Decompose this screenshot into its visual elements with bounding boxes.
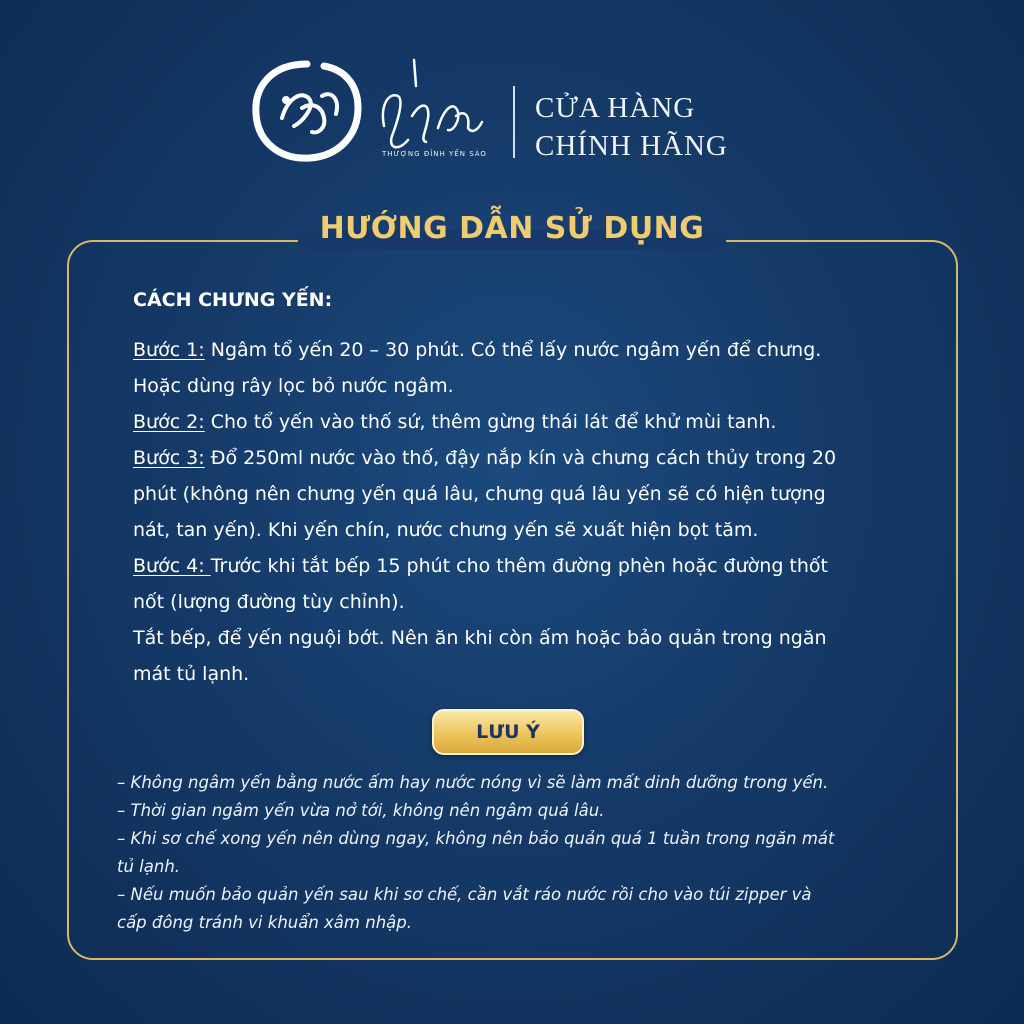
- store-label-line2: CHÍNH HÃNG: [535, 130, 728, 162]
- notes-list: [117, 769, 937, 937]
- step-3-line-2: phút (không nên chưng yến quá lâu, chưng quá lâu yến sẽ có hiện tượng: [133, 483, 826, 505]
- step-4-label: Bước 4:: [133, 555, 211, 577]
- store-label-line1: CỬA HÀNG: [535, 92, 696, 124]
- step-1-line-1: [133, 332, 913, 368]
- page-title: HƯỚNG DẪN SỬ DỤNG: [319, 211, 705, 246]
- step-2-line-1: [133, 404, 913, 440]
- step-2-text: Cho tổ yến vào thố sứ, thêm gừng thái lát để khử mùi tanh.: [204, 411, 777, 433]
- step-2-label: Bước 2:: [133, 411, 205, 433]
- note-line: – Khi sơ chế xong yến nên dùng ngay, không nên bảo quản quá 1 tuần trong ngăn mát: [117, 829, 835, 848]
- note-badge: LƯU Ý: [432, 709, 584, 755]
- step-3-line-1: [133, 440, 913, 476]
- step-1-line-2: Hoặc dùng rây lọc bỏ nước ngâm.: [133, 375, 454, 397]
- brand-tagline: THƯỢNG ĐỈNH YẾN SÀO: [382, 150, 487, 158]
- note-line: – Thời gian ngâm yến vừa nở tới, không nên ngâm quá lâu.: [117, 801, 605, 820]
- note-line: cấp đông tránh vi khuẩn xâm nhập.: [117, 913, 412, 932]
- brand-logo: [252, 46, 752, 176]
- steps-list: [133, 332, 913, 692]
- step-3-text: Đổ 250ml nước vào thố, đậy nắp kín và chưng cách thủy trong 20: [204, 447, 837, 469]
- closing-line-1: Tắt bếp, để yến nguội bớt. Nên ăn khi còn ấm hoặc bảo quản trong ngăn: [133, 627, 827, 649]
- step-3-line-3: nát, tan yến). Khi yến chín, nước chưng yến sẽ xuất hiện bọt tăm.: [133, 519, 759, 541]
- closing-line-2: mát tủ lạnh.: [133, 663, 250, 685]
- step-4-text: Trước khi tắt bếp 15 phút cho thêm đường phèn hoặc đường thốt: [210, 555, 828, 577]
- logo-divider: [513, 86, 515, 158]
- step-1-text: Ngâm tổ yến 20 – 30 phút. Có thể lấy nước ngâm yến để chưng.: [204, 339, 822, 361]
- section-heading: CÁCH CHƯNG YẾN:: [133, 289, 333, 311]
- step-4-line-1: [133, 548, 913, 584]
- step-1-label: Bước 1:: [133, 339, 205, 361]
- step-3-label: Bước 3:: [133, 447, 205, 469]
- note-line: – Không ngâm yến bằng nước ấm hay nước nóng vì sẽ làm mất dinh dưỡng trong yến.: [117, 773, 829, 792]
- note-line: tủ lạnh.: [117, 857, 181, 876]
- step-4-line-2: nốt (lượng đường tùy chỉnh).: [133, 591, 405, 613]
- note-line: – Nếu muốn bảo quản yến sau khi sơ chế, cần vắt ráo nước rồi cho vào túi zipper và: [117, 885, 812, 904]
